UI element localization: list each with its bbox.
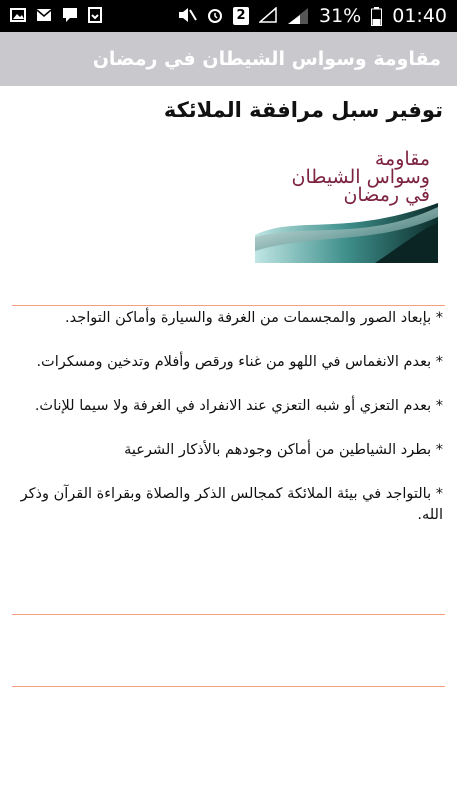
divider-bottom	[12, 686, 445, 687]
signal-icon	[287, 7, 309, 25]
battery-percent: 31%	[319, 5, 362, 27]
bullet-list	[13, 308, 443, 549]
system-icons	[177, 5, 447, 27]
clock: 01:40	[392, 5, 447, 27]
page-heading: توفير سبل مرافقة الملائكة	[163, 98, 443, 122]
mute-icon	[177, 7, 197, 26]
divider-middle	[12, 614, 445, 615]
list-item: * بالتواجد في بيئة الملائكة كمجالس الذكر والصلاة وبقراءة القرآن وذكر الله.	[20, 486, 443, 523]
banner-wave-graphic	[255, 193, 438, 263]
download-icon	[88, 7, 102, 26]
banner-line-3: في رمضان	[343, 184, 430, 206]
list-item: * بإبعاد الصور والمجسمات من الغرفة والسيارة وأماكن التواجد.	[65, 310, 443, 326]
banner-line-1: مقاومة	[374, 148, 430, 170]
app-title: مقاومة وسواس الشيطان في رمضان	[92, 48, 441, 70]
list-item: * بعدم الانغماس في اللهو من غناء ورقص وأفلام وتدخين ومسكرات.	[36, 354, 443, 370]
app-bar	[0, 32, 457, 86]
alarm-icon	[207, 7, 223, 26]
list-item: * بعدم التعزي أو شبه التعزي عند الانفراد في الغرفة ولا سيما للإناث.	[34, 398, 443, 414]
sim-icon: 2	[233, 7, 249, 25]
wifi-icon	[259, 7, 277, 26]
banner-line-2: وسواس الشيطان	[291, 166, 430, 188]
notification-icons	[10, 7, 102, 26]
image-icon	[10, 7, 26, 26]
banner-image	[255, 148, 438, 263]
chat-icon	[62, 7, 78, 26]
status-bar	[0, 0, 457, 32]
list-item: * بطرد الشياطين من أماكن وجودهم بالأذكار الشرعية	[124, 442, 443, 458]
mail-icon	[36, 8, 52, 25]
battery-icon	[371, 7, 382, 26]
divider-top	[12, 305, 445, 306]
